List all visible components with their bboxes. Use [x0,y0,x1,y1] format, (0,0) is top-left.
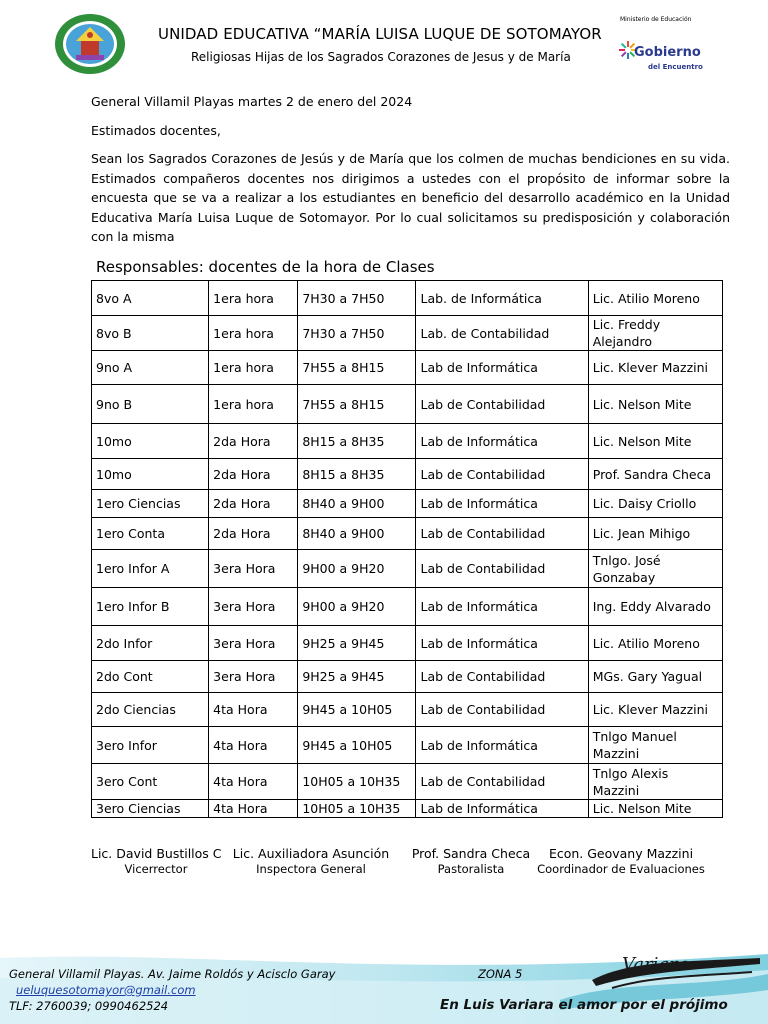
table-cell: 3ero Infor [92,727,209,764]
table-cell: 9H00 a 9H20 [298,550,416,588]
table-cell: Lab de Informática [416,727,588,764]
table-cell: 2da Hora [209,518,298,550]
signature-inspectora [231,846,391,876]
table-cell: Lic. Klever Mazzini [588,351,722,385]
table-row [92,693,723,727]
signature-role: Inspectora General [256,862,366,876]
table-cell: Lab de Informática [416,424,588,459]
table-cell: Ing. Eddy Alvarado [588,588,722,626]
table-cell: Lic. Jean Mihigo [588,518,722,550]
table-cell: 3era Hora [209,588,298,626]
table-cell: 10H05 a 10H35 [298,764,416,800]
table-cell: MGs. Gary Yagual [588,661,722,693]
signature-coordinador [537,846,705,876]
gov-logo-line2: del Encuentro [648,63,703,71]
table-cell: 9H25 a 9H45 [298,661,416,693]
table-row [92,800,723,818]
footer-motto: En Luis Variara el amor por el prójimo [440,997,728,1013]
table-cell: Lab de Informática [416,800,588,818]
table-cell: Tnlgo Alexis Mazzini [588,764,722,800]
table-cell: Lab. de Contabilidad [416,316,588,351]
table-cell: 1era hora [209,385,298,424]
table-row [92,661,723,693]
table-cell: 8vo B [92,316,209,351]
table-cell: 8H15 a 8H35 [298,459,416,490]
table-cell: 2do Infor [92,626,209,661]
letter-date: General Villamil Playas martes 2 de enero del 2024 [91,94,413,109]
table-cell: 3ero Cont [92,764,209,800]
table-cell: 3era Hora [209,661,298,693]
table-row [92,518,723,550]
variara-logo [592,950,760,992]
table-cell: Lic. Klever Mazzini [588,693,722,727]
signature-name: Prof. Sandra Checa [411,846,531,861]
table-cell: 2do Ciencias [92,693,209,727]
table-cell: 1era hora [209,281,298,316]
table-cell: Lab de Informática [416,490,588,518]
table-cell: Lab de Informática [416,626,588,661]
footer-email-link[interactable]: ueluquesotomayor@gmail.com [16,983,196,997]
school-subtitle: Religiosas Hijas de los Sagrados Corazones de Jesus y de María [191,50,571,64]
table-cell: 8H40 a 9H00 [298,490,416,518]
table-cell: 2do Cont [92,661,209,693]
table-cell: Lab de Contabilidad [416,459,588,490]
signature-vicerrector [91,846,221,876]
table-cell: 8H15 a 8H35 [298,424,416,459]
table-row [92,424,723,459]
table-cell: 1era hora [209,351,298,385]
table-cell: 1era hora [209,316,298,351]
gov-logo-line1: Gobierno [634,45,701,60]
table-row [92,316,723,351]
table-row [92,281,723,316]
table-cell: 1ero Conta [92,518,209,550]
table-cell: 7H30 a 7H50 [298,281,416,316]
schedule-table-title: Responsables: docentes de la hora de Clases [96,258,435,276]
table-cell: 9H25 a 9H45 [298,626,416,661]
signature-role: Pastoralista [437,862,505,876]
school-crest-logo [54,13,126,75]
table-cell: 9H00 a 9H20 [298,588,416,626]
table-cell: 3era Hora [209,626,298,661]
table-cell: Lab de Contabilidad [416,764,588,800]
table-cell: Lab de Contabilidad [416,550,588,588]
letter-body: Sean los Sagrados Corazones de Jesús y de María que los colmen de muchas bendiciones en su vida. Estimados compañeros docentes nos dirigimos a ustedes con el propósito de informar sobre la encuesta que se va a realizar a los estudiantes en beneficio del desarrollo académico en la Unidad Educativa María Luisa Luque de Sotomayor. Por lo cual solicitamos su predisposición y colaboración con la misma [91,151,730,244]
footer-address: General Villamil Playas. Av. Jaime Roldós y Acisclo Garay [9,967,336,981]
table-cell: Lab de Contabilidad [416,518,588,550]
signature-name: Lic. David Bustillos C [91,846,222,861]
table-cell: 3ero Ciencias [92,800,209,818]
table-cell: Lab de Contabilidad [416,661,588,693]
table-cell: 1ero Ciencias [92,490,209,518]
table-cell: 2da Hora [209,424,298,459]
table-cell: 10mo [92,424,209,459]
table-cell: Lic. Atilio Moreno [588,281,722,316]
table-cell: 7H55 a 8H15 [298,385,416,424]
table-cell: Tnlgo. José Gonzabay [588,550,722,588]
table-cell: 9H45 a 10H05 [298,693,416,727]
table-row [92,385,723,424]
signature-role: Coordinador de Evaluaciones [537,862,705,876]
table-cell: Lab de Informática [416,351,588,385]
table-cell: Lic. Nelson Mite [588,385,722,424]
table-cell: 3era Hora [209,550,298,588]
signature-name: Econ. Geovany Mazzini [548,846,694,861]
table-cell: 4ta Hora [209,727,298,764]
table-cell: 1ero Infor B [92,588,209,626]
table-cell: Lab de Informática [416,588,588,626]
table-row [92,626,723,661]
table-row [92,727,723,764]
signature-pastoralista [407,846,535,876]
table-row [92,351,723,385]
table-cell: 7H55 a 8H15 [298,351,416,385]
table-cell: Prof. Sandra Checa [588,459,722,490]
ministry-label: Ministerio de Educación [620,16,692,23]
school-name-heading: UNIDAD EDUCATIVA “MARÍA LUISA LUQUE DE SOTOMAYOR [158,25,602,43]
table-cell: Lic. Atilio Moreno [588,626,722,661]
footer-zone: ZONA 5 [478,967,523,981]
table-cell: 4ta Hora [209,693,298,727]
variara-logo-text: Variara [622,954,689,975]
table-cell: 4ta Hora [209,764,298,800]
table-cell: Lic. Nelson Mite [588,424,722,459]
table-cell: Lic. Daisy Criollo [588,490,722,518]
table-row [92,764,723,800]
table-cell: 7H30 a 7H50 [298,316,416,351]
table-cell: 9no A [92,351,209,385]
table-cell: Lab de Contabilidad [416,693,588,727]
table-cell: 4ta Hora [209,800,298,818]
schedule-table [91,280,723,818]
table-cell: 8H40 a 9H00 [298,518,416,550]
letter-greeting: Estimados docentes, [91,123,221,138]
signature-name: Lic. Auxiliadora Asunción [232,846,390,861]
table-cell: 2da Hora [209,490,298,518]
table-cell: 9H45 a 10H05 [298,727,416,764]
table-cell: Lic. Nelson Mite [588,800,722,818]
table-cell: 10H05 a 10H35 [298,800,416,818]
table-cell: 2da Hora [209,459,298,490]
table-cell: Tnlgo Manuel Mazzini [588,727,722,764]
table-row [92,490,723,518]
table-cell: 1ero Infor A [92,550,209,588]
table-row [92,588,723,626]
table-cell: Lab. de Informática [416,281,588,316]
table-row [92,459,723,490]
table-row [92,550,723,588]
table-cell: Lic. Freddy Alejandro [588,316,722,351]
signature-role: Vicerrector [124,862,188,876]
table-cell: 8vo A [92,281,209,316]
table-cell: 9no B [92,385,209,424]
table-cell: Lab de Contabilidad [416,385,588,424]
table-cell: 10mo [92,459,209,490]
footer-phone: TLF: 2760039; 0990462524 [9,999,169,1013]
